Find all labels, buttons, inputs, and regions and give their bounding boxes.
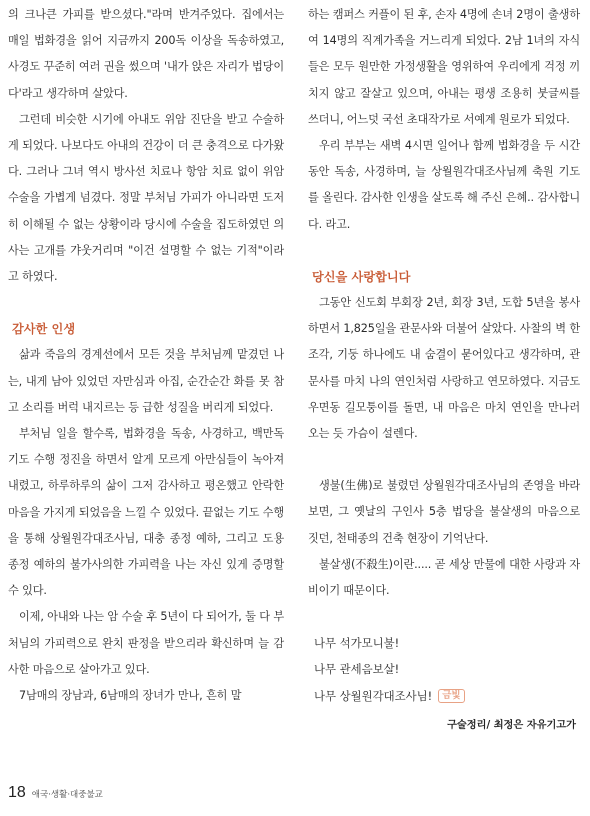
paragraph-gap (308, 447, 580, 473)
left-column (8, 2, 284, 709)
magazine-name: 애국·생활·대중불교 (31, 790, 103, 800)
chant-line (308, 683, 580, 709)
paragraph: 하는 캠퍼스 커플이 된 후, 손자 4명에 손녀 2명이 출생하여 14명의 직계가족을 거느리게 되었다. 2남 1녀의 자식들은 모두 원만한 가정생활을 영위하여 우리에게 걱정 끼치지 않고 잘살고 있으며, 아내는 평생 조용히 붓글씨를 쓰더니, 어느덧 국선 초대작가로 서예계 원로가 되었다. (308, 8, 580, 126)
paragraph: 생불(生佛)로 불렸던 상월원각대조사님의 존영을 바라보면, 그 옛날의 구인사 5층 법당을 불살생의 마음으로 짓던, 천태종의 건축 현장이 기억난다. (308, 479, 580, 545)
chant-line: 나무 석가모니불! (314, 636, 400, 651)
page-footer (8, 784, 103, 802)
paragraph: 그런데 비슷한 시기에 아내도 위암 진단을 받고 수술하게 되었다. 나보다도 아내의 건강이 더 큰 충격으로 다가왔다. 그러나 그녀 역시 방사선 치료나 항암 치료 없이 위암 수술을 가볍게 넘겼다. 정말 부처님 가피가 아니라면 도저히 이해될 수 없는 상황이라 당시에 수술을 집도하였던 의사는 고개를 갸웃거리며 "이건 설명할 수 없는 기적"이라고 하였다. (8, 112, 284, 284)
right-column (308, 2, 580, 709)
paragraph: 삶과 죽음의 경계선에서 모든 것을 부처님께 맡겼던 나는, 내게 남아 있었던 자만심과 아집, 순간순간 화를 못 참고 소리를 버럭 내지르는 등 급한 성질을 버리게 되었다. (8, 348, 284, 414)
section-heading-grateful-life: 감사한 인생 (12, 322, 76, 337)
author-credit: 구술정리/ 최정은 자유기고가 (447, 720, 576, 731)
paragraph-gap (8, 290, 284, 316)
paragraph: 이제, 아내와 나는 암 수술 후 5년이 다 되어가, 둘 다 부처님의 가피력으로 완치 판정을 받으리라 확신하며 늘 감사한 마음으로 살아가고 있다. (8, 610, 284, 676)
paragraph: 부처님 일을 할수록, 법화경을 독송, 사경하고, 백만독 기도 수행 정진을 하면서 알게 모르게 아만심들이 녹아져 내렸고, 하루하루의 삶이 그저 감사하고 평온했고 안락한 마음을 가지게 되었음을 느낄 수 있었다. 끝없는 기도 수행을 통해 상월원각대조사님, 대충 종정 예하, 그리고 도용 종정 예하의 불가사의한 가피력을 나는 자신 있게 증명할 수 있다. (8, 427, 284, 598)
paragraph: 그동안 신도회 부회장 2년, 회장 3년, 도합 5년을 봉사하면서 1,825일을 관문사와 더불어 살았다. 사찰의 벽 한 조각, 기둥 하나에도 내 숨결이 묻어있다고 생각하며, 관문사를 마치 나의 연인처럼 사랑하고 연모하였다. 지금도 우면동 길모퉁이를 돌면, 내 마음은 마치 연인을 만나러 오는 듯 가슴이 설렌다. (308, 296, 580, 441)
chant-line: 나무 관세음보살! (314, 662, 400, 677)
chant-text: 나무 상월원각대조사님! (314, 688, 433, 703)
paragraph: 불살생(不殺生)이란..... 곧 세상 만물에 대한 사랑과 자비이기 때문이다. (308, 557, 580, 598)
magazine-stamp-logo: 금빛 (438, 689, 464, 703)
paragraph: 의 크나큰 가피를 받으셨다."라며 반겨주었다. 집에서는 매일 법화경을 읽어 지금까지 200독 이상을 독송하였고, 사경도 꾸준히 여러 권을 썼으며 '내가 앉은 자리가 법당이다'라고 생각하며 살았다. (8, 8, 284, 100)
page-number: 18 (8, 784, 26, 801)
paragraph-gap (308, 238, 580, 264)
section-heading-i-love-you: 당신을 사랑합니다 (312, 269, 411, 284)
paragraph: 우리 부부는 새벽 4시면 일어나 함께 법화경을 두 시간 동안 독송, 사경하며, 늘 상월원각대조사님께 축원 기도를 올린다. 감사한 인생을 살도록 해 주신 은혜.. 감사합니다. 라고. (308, 139, 580, 231)
paragraph: 7남매의 장남과, 6남매의 장녀가 만나, 흔히 말 (19, 689, 242, 703)
paragraph-gap (308, 604, 580, 630)
